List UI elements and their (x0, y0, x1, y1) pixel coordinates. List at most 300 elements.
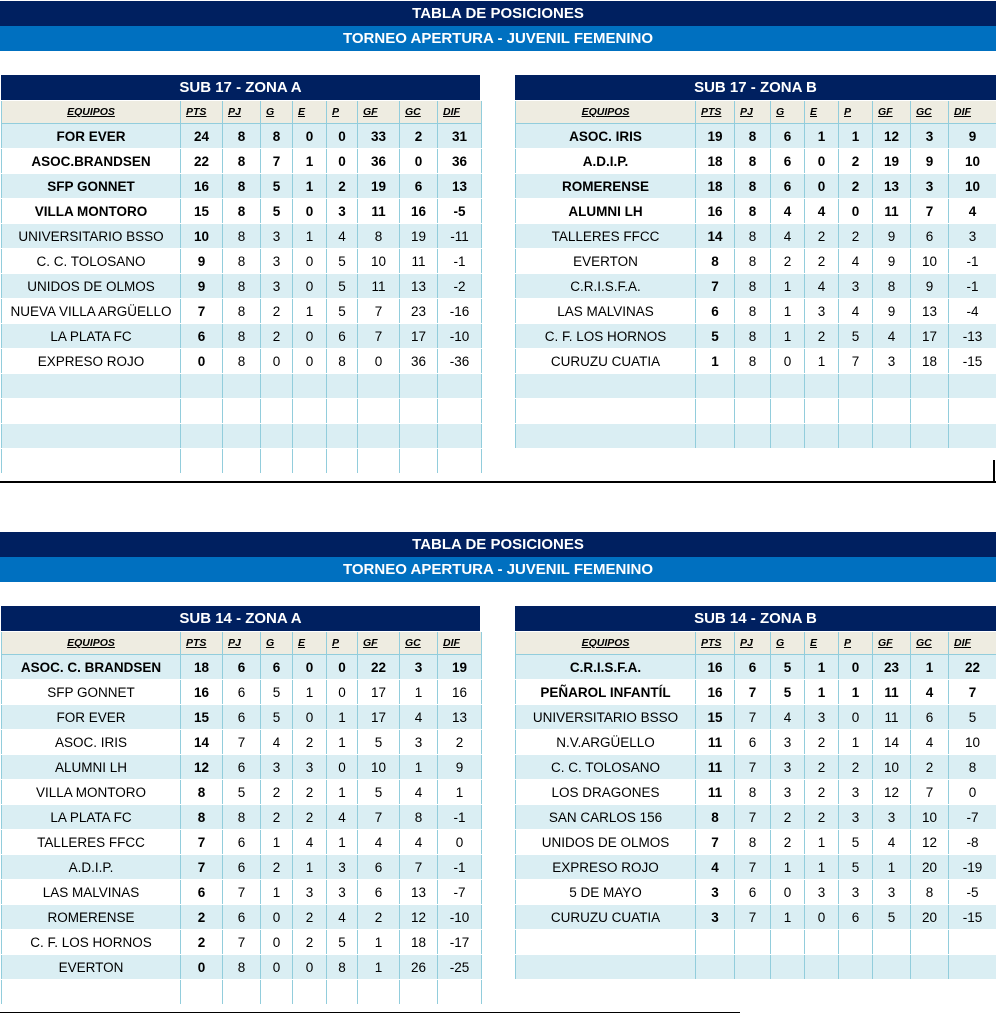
stat-cell-gc: 11 (400, 249, 438, 274)
stat-cell-pj: 8 (223, 349, 261, 374)
stat-cell-pj: 7 (735, 905, 771, 930)
stat-cell-gc: 7 (400, 855, 438, 880)
stat-cell-pts: 6 (181, 324, 223, 349)
stat-cell-gc (400, 399, 438, 424)
stat-cell-pts (181, 374, 223, 399)
stat-cell-gf: 33 (358, 124, 400, 149)
column-header-e: E (293, 632, 327, 655)
stat-cell-dif: -17 (438, 930, 482, 955)
stat-cell-dif: -1 (438, 805, 482, 830)
stat-cell-gc: 4 (400, 705, 438, 730)
stat-cell-pts: 10 (181, 224, 223, 249)
stat-cell-gc: 1 (911, 655, 949, 680)
stat-cell-g: 4 (771, 224, 805, 249)
team-name-cell: UNIDOS DE OLMOS (516, 830, 696, 855)
stat-cell-p: 6 (839, 905, 873, 930)
column-header-equipos: EQUIPOS (2, 632, 181, 655)
stat-cell-pj: 6 (223, 680, 261, 705)
stat-cell-e: 0 (293, 249, 327, 274)
table-row (516, 349, 996, 374)
stat-cell-pts (696, 399, 735, 424)
stat-cell-pj: 8 (735, 249, 771, 274)
table-row (516, 424, 996, 449)
stat-cell-dif: 19 (438, 655, 482, 680)
stat-cell-g: 1 (771, 855, 805, 880)
table-row (516, 324, 996, 349)
team-name-cell: A.D.I.P. (2, 855, 181, 880)
stat-cell-p: 3 (839, 780, 873, 805)
stat-cell-dif (438, 449, 482, 474)
stat-cell-gf (873, 955, 911, 980)
section2-subtitle: TORNEO APERTURA - JUVENIL FEMENINO (0, 557, 996, 582)
stat-cell-pj: 7 (735, 755, 771, 780)
stat-cell-gf: 10 (358, 249, 400, 274)
column-header-e: E (293, 101, 327, 124)
stat-cell-g: 3 (261, 274, 293, 299)
stat-cell-g: 5 (261, 680, 293, 705)
stat-cell-gf (358, 399, 400, 424)
stat-cell-pj (735, 424, 771, 449)
team-name-cell: LAS MALVINAS (2, 880, 181, 905)
stat-cell-pts: 7 (181, 855, 223, 880)
stat-cell-pts (181, 399, 223, 424)
stat-cell-p: 3 (839, 274, 873, 299)
stat-cell-e: 4 (293, 830, 327, 855)
team-name-cell: LOS DRAGONES (516, 780, 696, 805)
stat-cell-g (771, 374, 805, 399)
stat-cell-e: 2 (805, 755, 839, 780)
stat-cell-g (771, 955, 805, 980)
stat-cell-p: 5 (327, 274, 358, 299)
section1-subtitle: TORNEO APERTURA - JUVENIL FEMENINO (0, 26, 996, 51)
team-name-cell: 5 DE MAYO (516, 880, 696, 905)
stat-cell-e: 0 (805, 149, 839, 174)
stat-cell-gf: 8 (358, 224, 400, 249)
table-row (2, 755, 482, 780)
team-name-cell: NUEVA VILLA ARGÜELLO (2, 299, 181, 324)
stat-cell-pts: 0 (181, 955, 223, 980)
stat-cell-pts: 11 (696, 730, 735, 755)
stat-cell-pts: 2 (181, 905, 223, 930)
stat-cell-g: 4 (771, 199, 805, 224)
stat-cell-g: 0 (771, 349, 805, 374)
stat-cell-gf: 0 (358, 349, 400, 374)
stat-cell-g: 6 (771, 124, 805, 149)
stat-cell-g: 3 (771, 780, 805, 805)
team-name-cell: C. F. LOS HORNOS (516, 324, 696, 349)
stat-cell-pj: 7 (735, 855, 771, 880)
table-title-sub14-zona-a: SUB 14 - ZONA A (1, 606, 480, 631)
team-name-cell: VILLA MONTORO (2, 780, 181, 805)
team-name-cell: C. C. TOLOSANO (2, 249, 181, 274)
stat-cell-pts: 5 (696, 324, 735, 349)
table-row (516, 680, 996, 705)
stat-cell-g (771, 399, 805, 424)
table-row (516, 930, 996, 955)
stat-cell-p: 5 (839, 830, 873, 855)
stat-cell-dif: -1 (438, 249, 482, 274)
stat-cell-pj: 8 (735, 299, 771, 324)
column-header-dif: DIF (949, 101, 996, 124)
team-name-cell: SAN CARLOS 156 (516, 805, 696, 830)
stat-cell-e (805, 399, 839, 424)
stat-cell-e: 0 (293, 655, 327, 680)
stat-cell-p: 0 (327, 124, 358, 149)
stat-cell-dif: 9 (949, 124, 996, 149)
column-header-p: P (327, 101, 358, 124)
stat-cell-gf: 5 (873, 905, 911, 930)
table-row (516, 805, 996, 830)
stat-cell-pj: 8 (223, 299, 261, 324)
stat-cell-gc: 26 (400, 955, 438, 980)
stat-cell-gf: 7 (358, 324, 400, 349)
column-header-dif: DIF (438, 632, 482, 655)
stat-cell-p: 1 (327, 830, 358, 855)
stat-cell-dif (438, 980, 482, 1005)
stat-cell-e: 3 (293, 755, 327, 780)
stat-cell-dif: 22 (949, 655, 996, 680)
stat-cell-g: 5 (771, 655, 805, 680)
team-name-cell: C.R.I.S.F.A. (516, 655, 696, 680)
team-name-cell: TALLERES FFCC (2, 830, 181, 855)
stat-cell-pj: 8 (223, 955, 261, 980)
stat-cell-pts (696, 424, 735, 449)
column-header-gc: GC (400, 632, 438, 655)
stat-cell-p (839, 955, 873, 980)
stat-cell-gc (911, 374, 949, 399)
stat-cell-p: 7 (839, 349, 873, 374)
column-header-pj: PJ (735, 101, 771, 124)
team-name-cell (2, 399, 181, 424)
stat-cell-gc: 2 (400, 124, 438, 149)
stat-cell-p: 5 (327, 299, 358, 324)
stat-cell-p: 2 (839, 174, 873, 199)
stat-cell-gf: 10 (873, 755, 911, 780)
table-row (2, 780, 482, 805)
stat-cell-dif: -1 (438, 855, 482, 880)
stat-cell-g: 5 (261, 705, 293, 730)
stat-cell-e: 0 (293, 324, 327, 349)
stat-cell-e: 1 (805, 855, 839, 880)
stat-cell-dif: -25 (438, 955, 482, 980)
stat-cell-pts: 18 (696, 149, 735, 174)
column-header-gc: GC (911, 101, 949, 124)
stat-cell-gc: 6 (400, 174, 438, 199)
stat-cell-g (261, 980, 293, 1005)
stat-cell-pj: 8 (223, 199, 261, 224)
stat-cell-gf: 5 (358, 730, 400, 755)
table-row (2, 349, 482, 374)
team-name-cell: UNIVERSITARIO BSSO (516, 705, 696, 730)
stat-cell-pj (735, 399, 771, 424)
stat-cell-gc: 7 (911, 780, 949, 805)
team-name-cell: UNIVERSITARIO BSSO (2, 224, 181, 249)
column-header-equipos: EQUIPOS (2, 101, 181, 124)
table-row (2, 980, 482, 1005)
stat-cell-pj: 6 (735, 730, 771, 755)
stat-cell-pts: 15 (181, 199, 223, 224)
stat-cell-p: 2 (839, 224, 873, 249)
stat-cell-pts: 6 (696, 299, 735, 324)
stat-cell-gf: 6 (358, 880, 400, 905)
stat-cell-gf: 10 (358, 755, 400, 780)
stat-cell-g: 2 (261, 855, 293, 880)
table-row (516, 249, 996, 274)
team-name-cell: VILLA MONTORO (2, 199, 181, 224)
team-name-cell: C.R.I.S.F.A. (516, 274, 696, 299)
team-name-cell: LA PLATA FC (2, 324, 181, 349)
stat-cell-g: 3 (261, 249, 293, 274)
stat-cell-p: 0 (327, 680, 358, 705)
section-divider (0, 481, 996, 483)
stat-cell-gc: 9 (911, 274, 949, 299)
table-title-sub14-zona-b: SUB 14 - ZONA B (515, 606, 996, 631)
stat-cell-gf (358, 449, 400, 474)
stat-cell-gc: 3 (911, 124, 949, 149)
stat-cell-pts: 24 (181, 124, 223, 149)
column-header-equipos: EQUIPOS (516, 101, 696, 124)
stat-cell-gc: 16 (400, 199, 438, 224)
team-name-cell: ASOC. IRIS (2, 730, 181, 755)
team-name-cell (2, 374, 181, 399)
stat-cell-dif: 10 (949, 730, 996, 755)
stat-cell-e (805, 955, 839, 980)
table-row (2, 449, 482, 474)
stat-cell-pj: 8 (735, 124, 771, 149)
column-header-equipos: EQUIPOS (516, 632, 696, 655)
stat-cell-pts: 22 (181, 149, 223, 174)
stat-cell-g: 5 (261, 174, 293, 199)
stat-cell-p: 0 (839, 199, 873, 224)
stat-cell-dif: 13 (438, 705, 482, 730)
table-row (516, 124, 996, 149)
stat-cell-dif (438, 424, 482, 449)
stat-cell-p: 0 (327, 755, 358, 780)
team-name-cell: EXPRESO ROJO (2, 349, 181, 374)
team-name-cell: SFP GONNET (2, 680, 181, 705)
stat-cell-gc: 17 (911, 324, 949, 349)
team-name-cell (516, 399, 696, 424)
team-name-cell (516, 374, 696, 399)
stat-cell-dif: 8 (949, 755, 996, 780)
stat-cell-gf: 23 (873, 655, 911, 680)
stat-cell-p: 2 (839, 755, 873, 780)
stat-cell-e: 4 (805, 274, 839, 299)
stat-cell-gc: 19 (400, 224, 438, 249)
stat-cell-p: 1 (327, 780, 358, 805)
stat-cell-e: 0 (293, 349, 327, 374)
stat-cell-gf (873, 374, 911, 399)
table-row (2, 324, 482, 349)
stat-cell-pj: 8 (735, 199, 771, 224)
stat-cell-pj (223, 399, 261, 424)
team-name-cell: N.V.ARGÜELLO (516, 730, 696, 755)
stat-cell-pj (735, 374, 771, 399)
stat-cell-e: 1 (805, 830, 839, 855)
stat-cell-pts: 1 (696, 349, 735, 374)
stat-cell-e (805, 930, 839, 955)
stat-cell-e (293, 374, 327, 399)
stat-cell-dif: -2 (438, 274, 482, 299)
stat-cell-p: 8 (327, 955, 358, 980)
stat-cell-p: 4 (839, 249, 873, 274)
stat-cell-gf: 11 (873, 680, 911, 705)
stat-cell-e: 2 (293, 780, 327, 805)
table-row (2, 855, 482, 880)
column-header-pj: PJ (735, 632, 771, 655)
stat-cell-dif: 16 (438, 680, 482, 705)
team-name-cell (516, 955, 696, 980)
column-header-gc: GC (911, 632, 949, 655)
stat-cell-e: 2 (805, 730, 839, 755)
stat-cell-gc: 4 (400, 830, 438, 855)
stat-cell-p (839, 374, 873, 399)
table-row (2, 199, 482, 224)
team-name-cell: PEÑAROL INFANTÍL (516, 680, 696, 705)
stat-cell-dif: 10 (949, 174, 996, 199)
stat-cell-dif: -13 (949, 324, 996, 349)
stat-cell-e: 2 (805, 224, 839, 249)
stat-cell-gc (911, 399, 949, 424)
team-name-cell: EVERTON (2, 955, 181, 980)
team-name-cell: C. F. LOS HORNOS (2, 930, 181, 955)
stat-cell-pts (181, 980, 223, 1005)
section1-title: TABLA DE POSICIONES (0, 1, 996, 26)
stat-cell-gc: 3 (911, 174, 949, 199)
stat-cell-pts: 8 (696, 805, 735, 830)
stat-cell-gf: 19 (358, 174, 400, 199)
stat-cell-dif (949, 955, 996, 980)
stat-cell-gf (873, 424, 911, 449)
stat-cell-p: 4 (327, 224, 358, 249)
stat-cell-pj: 8 (735, 274, 771, 299)
table-row (2, 299, 482, 324)
stat-cell-e: 0 (293, 124, 327, 149)
stat-cell-pj: 8 (223, 274, 261, 299)
column-header-gf: GF (358, 101, 400, 124)
stat-cell-pts: 18 (696, 174, 735, 199)
stat-cell-pj: 8 (223, 249, 261, 274)
stat-cell-p: 5 (839, 855, 873, 880)
stat-cell-dif: 5 (949, 705, 996, 730)
stat-cell-e: 3 (805, 705, 839, 730)
table-row (516, 224, 996, 249)
stat-cell-p (327, 424, 358, 449)
stat-cell-pts: 16 (181, 680, 223, 705)
column-header-gc: GC (400, 101, 438, 124)
team-name-cell: ALUMNI LH (516, 199, 696, 224)
stat-cell-e: 1 (293, 855, 327, 880)
stat-cell-dif: -15 (949, 349, 996, 374)
stat-cell-gf: 1 (873, 855, 911, 880)
stat-cell-gf: 3 (873, 349, 911, 374)
stat-cell-g (261, 374, 293, 399)
stat-cell-g: 0 (771, 880, 805, 905)
team-name-cell: EXPRESO ROJO (516, 855, 696, 880)
table-row (2, 730, 482, 755)
stat-cell-p: 3 (327, 199, 358, 224)
stat-cell-p: 4 (839, 299, 873, 324)
stat-cell-pj: 6 (223, 655, 261, 680)
stat-cell-gc (400, 424, 438, 449)
column-header-pts: PTS (696, 101, 735, 124)
stat-cell-dif (949, 374, 996, 399)
stat-cell-p: 1 (327, 705, 358, 730)
stat-cell-g: 6 (771, 174, 805, 199)
stat-cell-pts: 14 (181, 730, 223, 755)
team-name-cell: EVERTON (516, 249, 696, 274)
stat-cell-pts: 2 (181, 930, 223, 955)
table-row (2, 905, 482, 930)
standings-table-sub14-zona-b (515, 632, 996, 980)
stat-cell-dif (949, 399, 996, 424)
section2-title: TABLA DE POSICIONES (0, 532, 996, 557)
stat-cell-dif: -7 (949, 805, 996, 830)
stat-cell-gc: 4 (911, 680, 949, 705)
stat-cell-pj (223, 374, 261, 399)
stat-cell-pts: 7 (181, 830, 223, 855)
stat-cell-p: 5 (327, 930, 358, 955)
stat-cell-pj: 8 (223, 324, 261, 349)
stat-cell-gc: 4 (400, 780, 438, 805)
stat-cell-e: 0 (293, 705, 327, 730)
stat-cell-dif: -10 (438, 905, 482, 930)
stat-cell-pts: 8 (181, 780, 223, 805)
table-row (516, 655, 996, 680)
stat-cell-pj: 6 (223, 705, 261, 730)
stat-cell-gc: 8 (911, 880, 949, 905)
stat-cell-g: 2 (771, 805, 805, 830)
stat-cell-p (327, 980, 358, 1005)
stat-cell-pj: 8 (735, 149, 771, 174)
stat-cell-g: 1 (771, 299, 805, 324)
stat-cell-gf: 1 (358, 955, 400, 980)
table-row (2, 249, 482, 274)
stat-cell-gf: 17 (358, 705, 400, 730)
stat-cell-gf: 9 (873, 224, 911, 249)
stat-cell-dif: -1 (949, 274, 996, 299)
stat-cell-g: 5 (261, 199, 293, 224)
stat-cell-pts: 15 (181, 705, 223, 730)
team-name-cell: C. C. TOLOSANO (516, 755, 696, 780)
stat-cell-gc: 10 (911, 249, 949, 274)
stat-cell-gf (358, 980, 400, 1005)
standings-table-sub17-zona-b (515, 101, 996, 449)
stat-cell-p: 1 (839, 730, 873, 755)
column-header-gf: GF (358, 632, 400, 655)
team-name-cell: ASOC. IRIS (516, 124, 696, 149)
stat-cell-g: 0 (261, 349, 293, 374)
team-name-cell: FOR EVER (2, 124, 181, 149)
stat-cell-pj: 6 (223, 855, 261, 880)
stat-cell-e (293, 449, 327, 474)
column-header-p: P (839, 101, 873, 124)
stat-cell-pts: 15 (696, 705, 735, 730)
stat-cell-e (293, 424, 327, 449)
stat-cell-e: 2 (805, 805, 839, 830)
stat-cell-e: 2 (293, 930, 327, 955)
stat-cell-pts (696, 930, 735, 955)
table-row (516, 855, 996, 880)
stat-cell-pj: 8 (223, 224, 261, 249)
stat-cell-gf: 6 (358, 855, 400, 880)
table-row (516, 299, 996, 324)
stat-cell-dif: 0 (949, 780, 996, 805)
stat-cell-g: 3 (261, 755, 293, 780)
stat-cell-g: 1 (771, 324, 805, 349)
stat-cell-dif: -15 (949, 905, 996, 930)
column-header-e: E (805, 101, 839, 124)
